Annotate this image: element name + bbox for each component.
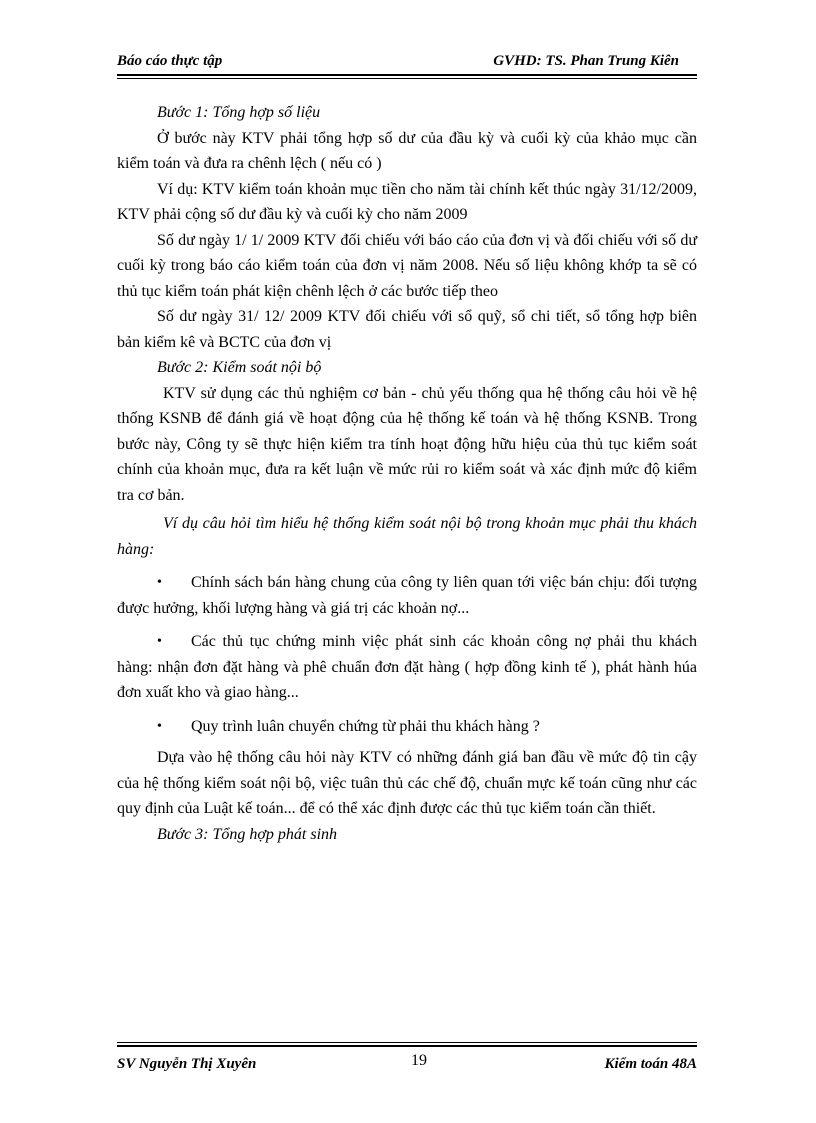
footer-class: Kiểm toán 48A [604,1056,697,1072]
list-item-text: Quy trình luân chuyển chứng từ phải thu khách hàng ? [191,717,540,735]
list-item-text: Các thủ tục chứng minh việc phát sinh các khoản công nợ phải thu khách hàng: nhận đơn đặt hàng và phê chuẩn đơn đặt hàng ( hợp đồng kinh tế ), phát hành húa đơn xuất kho và giao hàng... [117,633,697,701]
example-heading: Ví dụ câu hỏi tìm hiểu hệ thống kiểm soát nội bộ trong khoản mục phải thu khách hàng: [117,515,697,558]
step-2-heading: Bước 2: Kiểm soát nội bộ [157,359,322,376]
list-item [117,570,697,621]
page-header [117,52,697,76]
header-supervisor: GVHD: TS. Phan Trung Kiên [493,53,679,69]
paragraph-4: Số dư ngày 31/ 12/ 2009 KTV đối chiếu với sổ quỹ, sổ chi tiết, sổ tổng hợp biên bản kiểm kê và BCTC của đơn vị [117,308,697,351]
page-body [117,100,697,847]
list-item [117,629,697,706]
bullet-icon: • [157,634,162,649]
bullet-icon: • [157,575,162,590]
page-number: 19 [411,1052,427,1069]
paragraph-6: Dựa vào hệ thống câu hỏi này KTV có những đánh giá ban đầu về mức độ tin cậy của hệ thống kiểm soát nội bộ, việc tuân thủ các chế độ, chuẩn mực kế toán cũng như các quy định của Luật kế toán... để có thể xác định được các thủ tục kiểm toán cần thiết. [117,749,697,817]
header-divider [117,78,697,79]
header-report-title: Báo cáo thực tập [117,53,223,69]
footer-divider [117,1042,697,1043]
step-3-heading: Bước 3: Tổng hợp phát sinh [157,825,338,843]
list-item [117,714,697,740]
paragraph-2: Ví dụ: KTV kiểm toán khoản mục tiền cho năm tài chính kết thúc ngày 31/12/2009, KTV phải cộng số dư đầu kỳ và cuối kỳ cho năm 2009 [117,180,697,223]
page-footer [117,1052,697,1076]
bullet-icon: • [157,718,162,734]
footer-student-name: SV Nguyễn Thị Xuyên [117,1056,257,1072]
paragraph-3: Số dư ngày 1/ 1/ 2009 KTV đối chiếu với báo cáo của đơn vị và đối chiếu với số dư cuối kỳ trong báo cáo kiểm toán của đơn vị năm 2008. Nếu số liệu không khớp ta sẽ có thủ tục kiểm toán phát kiện chênh lệch ở các bước tiếp theo [117,231,697,300]
list-item-text: Chính sách bán hàng chung của công ty liên quan tới việc bán chịu: đối tượng được hưởng, khối lượng hàng và giá trị các khoản nợ... [117,574,697,617]
step-1-heading: Bước 1: Tổng hợp số liệu [157,104,321,121]
paragraph-5: KTV sử dụng các thủ nghiệm cơ bản - chủ yếu thống qua hệ thống câu hỏi về hệ thống KSNB để đánh giá về hoạt động của hệ thống kế toán và hệ thống KSNB. Trong bước này, Công ty sẽ thực hiện kiểm tra tính hoạt động hữu hiệu của thủ tục kiểm soát chính của khoản mục, đưa ra kết luận về mức rủi ro kiểm soát và xác định mức độ kiểm tra cơ bản. [117,384,697,504]
paragraph-1: Ở bước này KTV phải tổng hợp số dư của đầu kỳ và cuối kỳ của khảo mục cần kiểm toán và đưa ra chênh lệch ( nếu có ) [117,129,697,172]
footer-divider-thick [117,1045,697,1047]
